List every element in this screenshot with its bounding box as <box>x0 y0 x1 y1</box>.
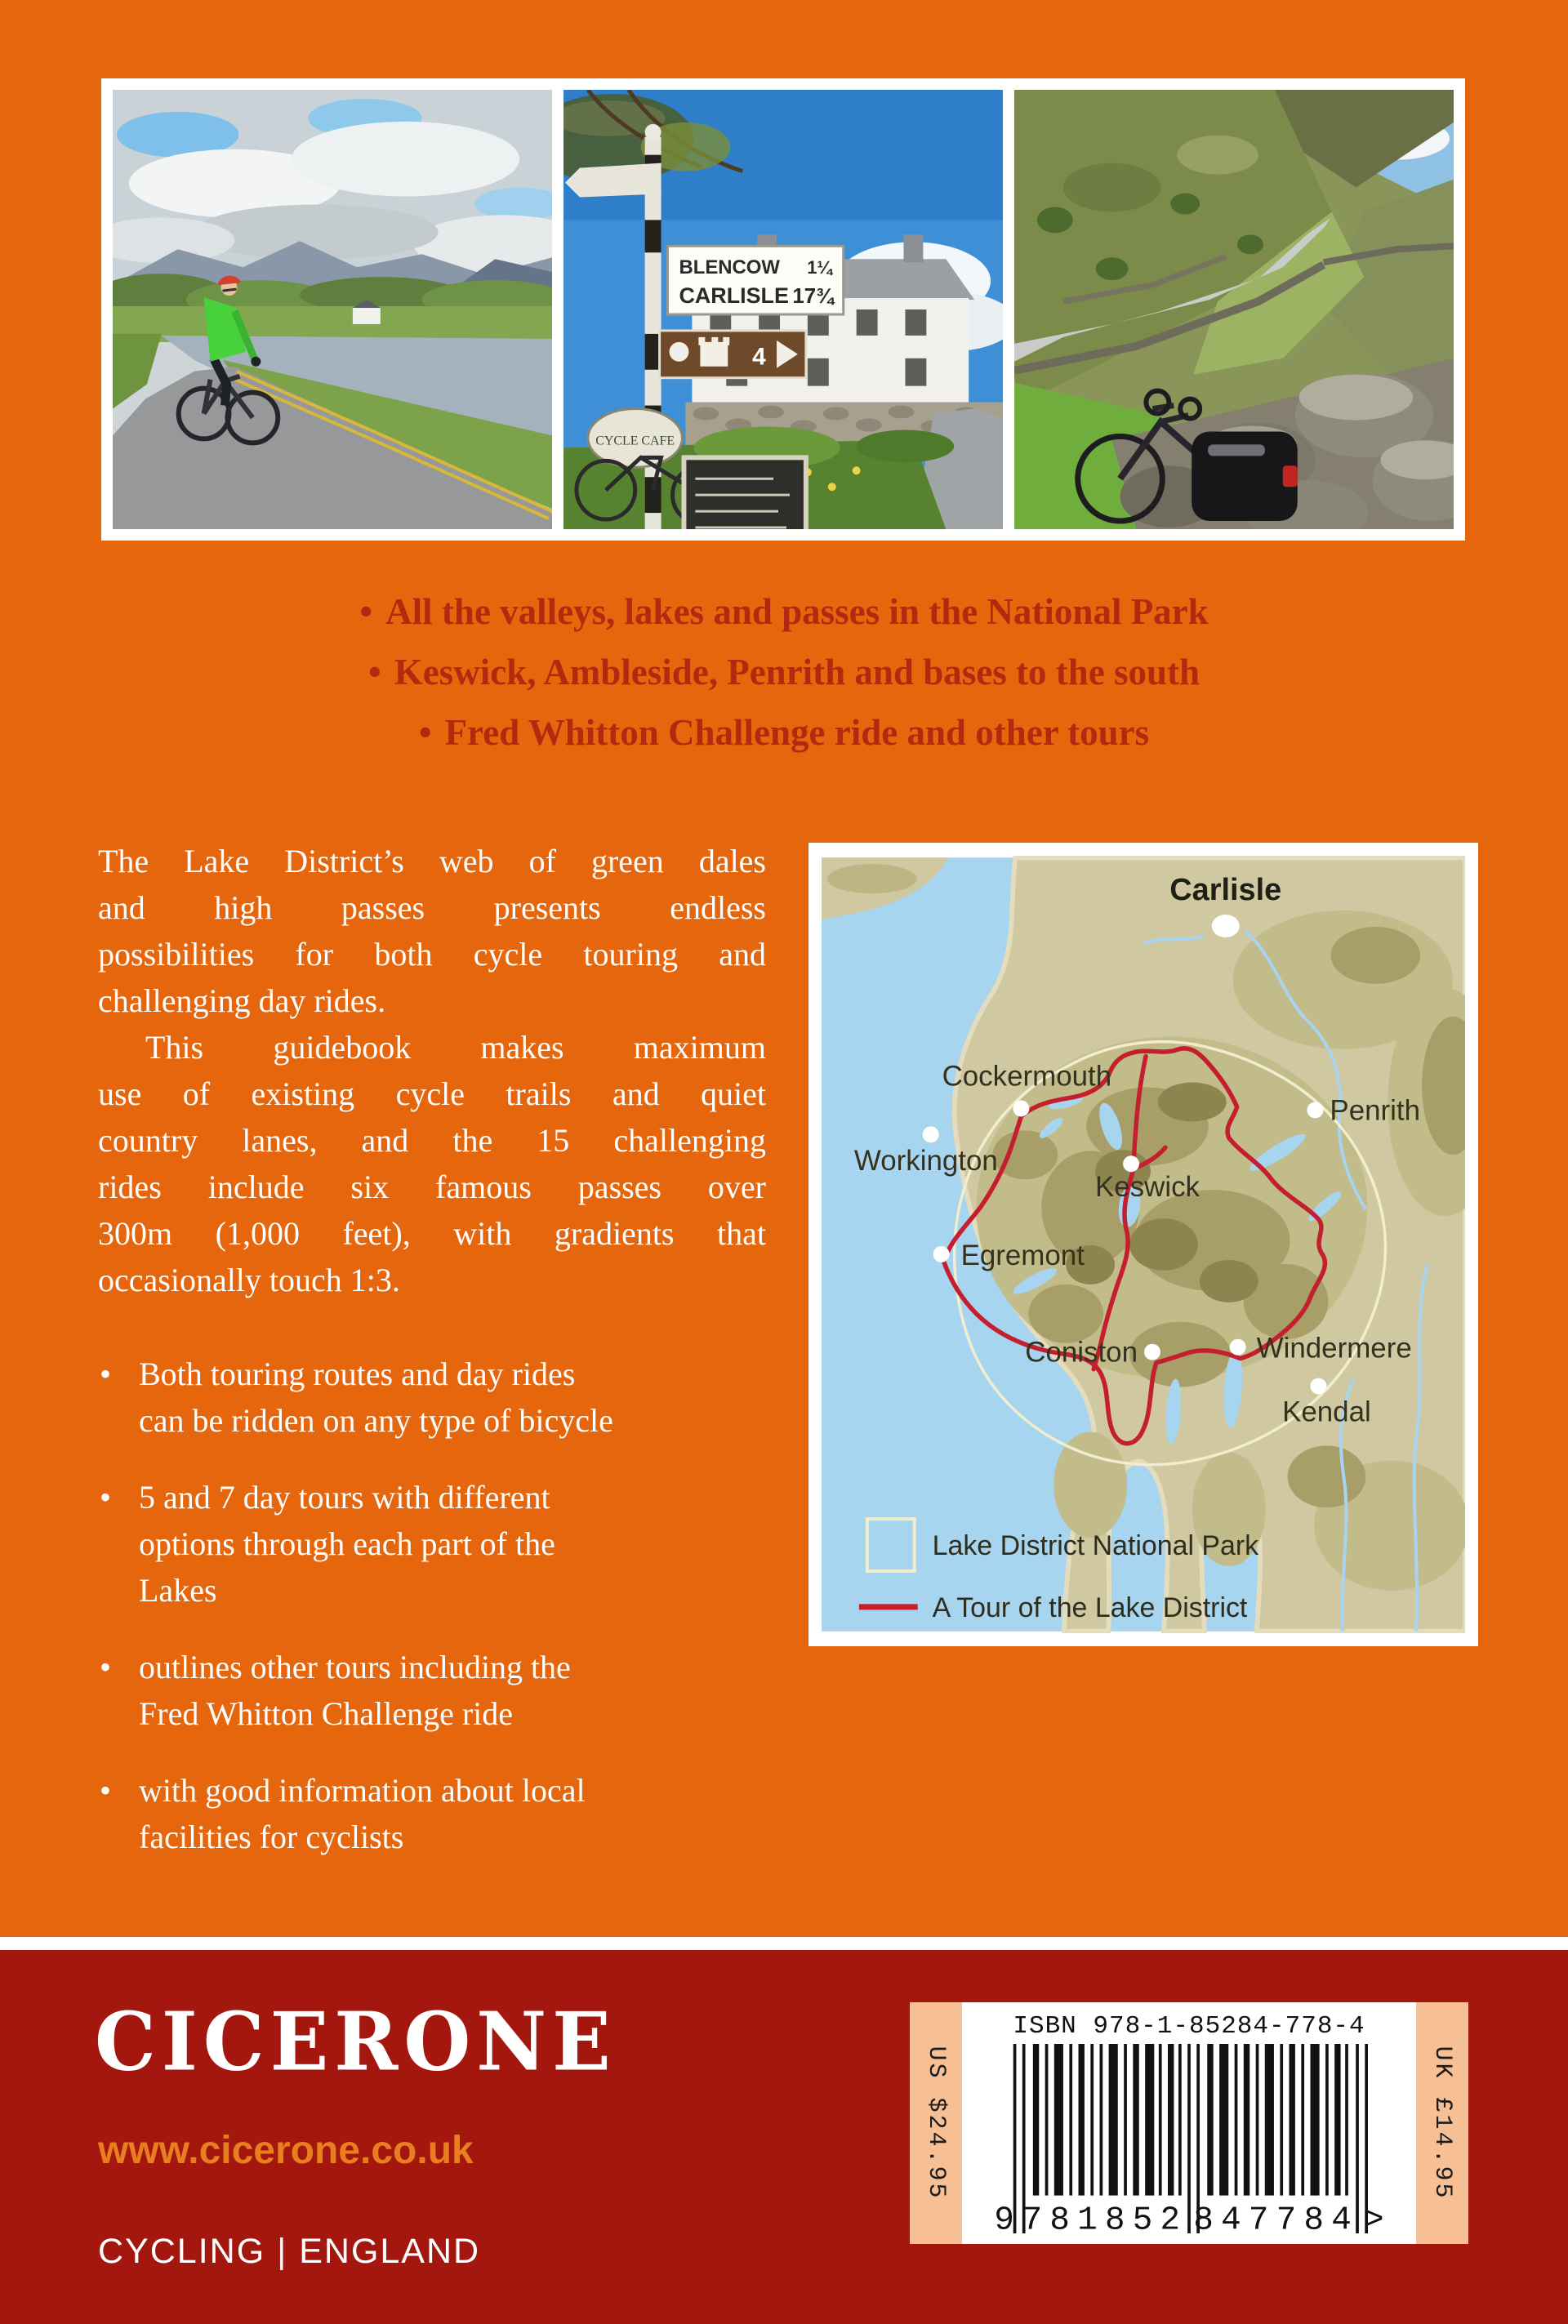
feature-bullet-1: • Both touring routes and day rides can be ridden on any type of bicycle <box>98 1351 788 1444</box>
svg-text:BLENCOW: BLENCOW <box>679 256 780 279</box>
legend-route-label: A Tour of the Lake District <box>932 1592 1248 1623</box>
legend-park-label: Lake District National Park <box>932 1530 1259 1562</box>
bullet-glyph: • <box>368 652 381 692</box>
barcode-suffix: > <box>1364 2202 1384 2233</box>
map-label-egremont: Egremont <box>960 1239 1085 1271</box>
highlight-line-2: • Keswick, Ambleside, Penrith and bases to the south <box>368 652 1200 692</box>
feature-bullet-4: • with good information about local facilities for cyclists <box>98 1767 788 1860</box>
bullet-glyph: • <box>100 1356 112 1392</box>
price-strip-us <box>910 2002 962 2244</box>
highlight-line-3: • Fred Whitton Challenge ride and other tours <box>418 712 1150 753</box>
price-uk: UK £14.95 <box>1428 2046 1456 2201</box>
svg-text:CYCLE CAFE: CYCLE CAFE <box>595 434 675 448</box>
cottage-signpost-illustration <box>564 90 1003 529</box>
highlight-line-1: • All the valleys, lakes and passes in the National Park <box>359 591 1209 632</box>
footer-band <box>0 1950 1568 2324</box>
map-illustration <box>822 856 1465 1633</box>
price-us: US $24.95 <box>922 2046 950 2201</box>
svg-text:1¼: 1¼ <box>807 257 832 278</box>
photo-bike-stone-wall <box>1014 90 1454 529</box>
svg-text:4: 4 <box>752 343 766 371</box>
intro-paragraph-1: The Lake District’s web of green dales and high passes presents endless possibilities for both cycle touring and challenging day rides. <box>98 843 766 1019</box>
bullet-glyph: • <box>100 1479 112 1516</box>
barcode-digits-right: 847784 <box>1193 2202 1360 2233</box>
barcode-digits-left: 781852 <box>1022 2202 1188 2233</box>
feature-bullet-2: • 5 and 7 day tours with different options through each part of the Lakes <box>98 1474 788 1614</box>
bullet-glyph: • <box>100 1649 112 1685</box>
chalkboard-sign <box>684 457 805 529</box>
price-strip-uk <box>1416 2002 1468 2244</box>
map-label-windermere: Windermere <box>1256 1332 1412 1365</box>
bullet-glyph: • <box>359 591 373 632</box>
svg-text:CARLISLE: CARLISLE <box>679 283 789 309</box>
map-label-penrith: Penrith <box>1330 1094 1421 1127</box>
bike-wall-illustration <box>1014 90 1454 529</box>
website-url: www.cicerone.co.uk <box>98 2129 474 2172</box>
highlight-bullets <box>0 581 1568 763</box>
map-label-coniston: Coniston <box>1025 1336 1138 1369</box>
map-label-cockermouth: Cockermouth <box>942 1060 1112 1093</box>
category-label: CYCLING | ENGLAND <box>98 2232 481 2271</box>
cyclist-lake-illustration <box>113 90 552 529</box>
destination-sign <box>668 246 844 314</box>
bullet-glyph: • <box>418 712 432 753</box>
lake-district-map <box>808 843 1478 1646</box>
map-label-carlisle: Carlisle <box>1169 873 1282 908</box>
barcode-digit-lead: 9 <box>994 2202 1014 2233</box>
divider-stripe <box>0 1937 1568 1950</box>
intro-paragraph-2: This guidebook makes maximum use of existing cycle trails and quiet country lanes, and the 15 challenging rides include six famous passes over 300m (1,000 feet), with gradients that occasionally touch 1:3. <box>98 1029 766 1298</box>
cicerone-logo: CICERONE <box>95 1995 617 2090</box>
photo-strip <box>101 78 1465 541</box>
barcode-panel <box>962 2002 1416 2244</box>
photo-cyclist-lake <box>113 90 552 529</box>
svg-text:17¾: 17¾ <box>792 285 834 309</box>
feature-bullet-list <box>98 1351 788 1890</box>
map-label-workington: Workington <box>853 1145 998 1178</box>
feature-bullet-3: • outlines other tours including the Fred Whitton Challenge ride <box>98 1644 788 1737</box>
isbn-number: ISBN 978-1-85284-778-4 <box>1013 2012 1365 2041</box>
bullet-glyph: • <box>100 1772 112 1809</box>
cycle-route-sign <box>660 331 806 378</box>
map-label-keswick: Keswick <box>1094 1171 1200 1204</box>
photo-cottage-signpost <box>564 90 1003 529</box>
barcode-block <box>910 2002 1468 2244</box>
intro-text <box>98 838 766 1303</box>
barcode <box>985 2044 1393 2233</box>
map-label-kendal: Kendal <box>1282 1396 1371 1428</box>
